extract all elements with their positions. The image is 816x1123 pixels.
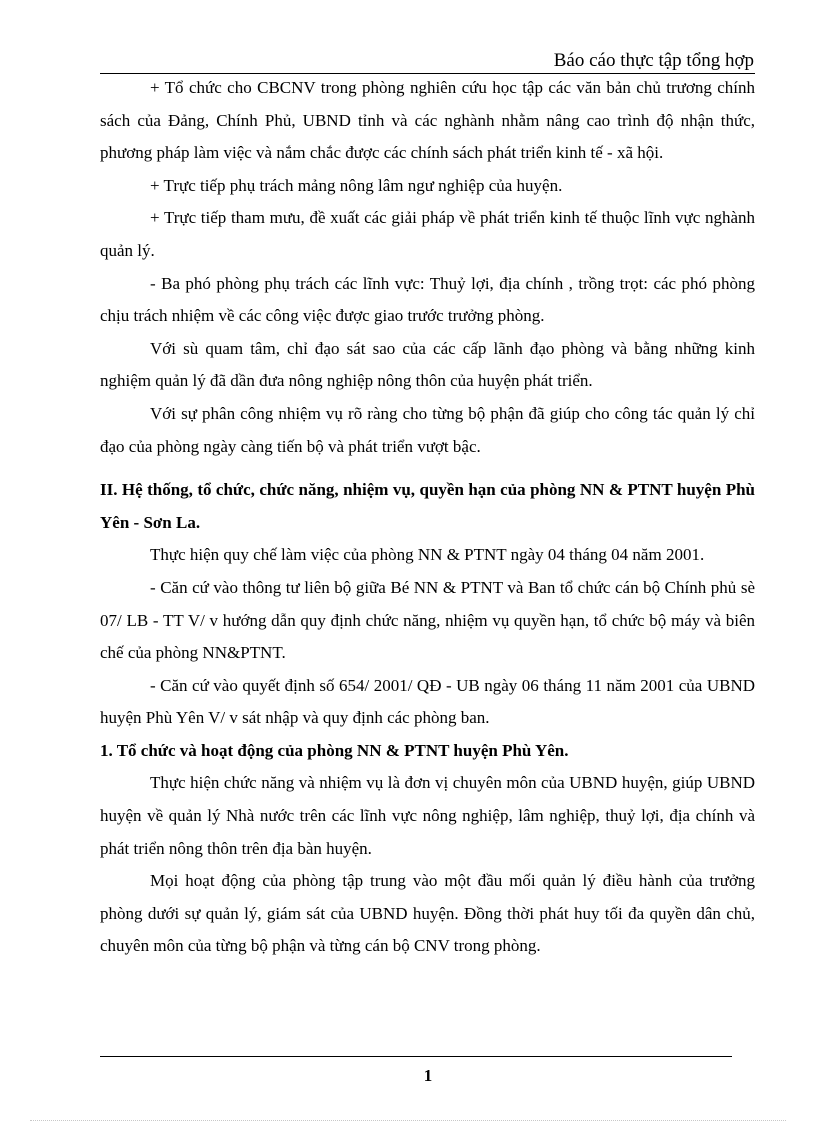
paragraph-study-policies: + Tổ chức cho CBCNV trong phòng nghiên cứu học tập các văn bản chủ trương chính sách của Đảng, Chính Phủ, UBND tỉnh và các nghành nhằm nâng cao trình độ nhận thức, phương pháp làm việc và nắm chắc được các chính sách phát triển kinh tế - xã hội. [100,78,755,163]
paragraph-operations: Mọi hoạt động của phòng tập trung vào một đầu mối quản lý điều hành của trưởng phòng dưới sự quản lý, giám sát của UBND huyện. Đồng thời phát huy tối đa quyền dân chủ, chuyên môn của từng bộ phận và từng cán bộ CNV trong phòng. [100,871,755,956]
document-body [100,72,755,963]
paragraph-leadership: Với sù quam tâm, chỉ đạo sát sao của các cấp lãnh đạo phòng và bằng những kinh nghiệm quản lý đã dần đưa nông nghiệp nông thôn của huyện phát triển. [100,338,755,391]
paragraph-circular: - Căn cứ vào thông tư liên bộ giữa Bé NN & PTNT và Ban tổ chức cán bộ Chính phủ sè 07/ LB - TT V/ v hướng dẫn quy định chức năng, nhiệm vụ quyền hạn, tổ chức bộ máy và biên chế của phòng NN&PTNT. [100,577,755,663]
section-heading-ii: II. Hệ thống, tổ chức, chức năng, nhiệm vụ, quyền hạn của phòng NN & PTNT huyện Phù Yên - Sơn La. [100,480,755,532]
section-spacer [100,463,755,474]
paragraph-task-assignment: Với sự phân công nhiệm vụ rõ ràng cho từng bộ phận đã giúp cho công tác quản lý chỉ đạo của phòng ngày càng tiến bộ và phát triển vượt bậc. [100,403,755,456]
footer-rule [100,1056,732,1057]
paragraph-decision: - Căn cứ vào quyết định số 654/ 2001/ QĐ - UB ngày 06 tháng 11 năm 2001 của UBND huyện Phù Yên V/ v sát nhập và quy định các phòng ban. [100,675,755,728]
paragraph-advise-solutions: + Trực tiếp tham mưu, đề xuất các giải pháp về phát triển kinh tế thuộc lĩnh vực nghành quản lý. [100,208,755,260]
page-number: 1 [423,1066,433,1085]
page-bottom-border [30,1120,786,1121]
paragraph-deputy-heads: - Ba phó phòng phụ trách các lĩnh vực: Thuỷ lợi, địa chính , trồng trọt: các phó phòng chịu trách nhiệm về các công việc được giao trước trưởng phòng. [100,273,755,326]
header-title: Báo cáo thực tập tổng hợp [553,50,754,71]
subsection-heading-1: 1. Tổ chức và hoạt động của phòng NN & PTNT huyện Phù Yên. [100,740,569,760]
paragraph-functions: Thực hiện chức năng và nhiệm vụ là đơn vị chuyên môn của UBND huyện, giúp UBND huyện về quản lý Nhà nước trên các lĩnh vực nông nghiệp, lâm nghiệp, thuỷ lợi, địa chính và phát triển nông thôn trên địa bàn huyện. [100,773,755,858]
paragraph-agriculture-duty: + Trực tiếp phụ trách mảng nông lâm ngư nghiệp của huyện. [150,175,563,195]
paragraph-working-regulation: Thực hiện quy chế làm việc của phòng NN & PTNT ngày 04 tháng 04 năm 2001. [150,545,705,565]
